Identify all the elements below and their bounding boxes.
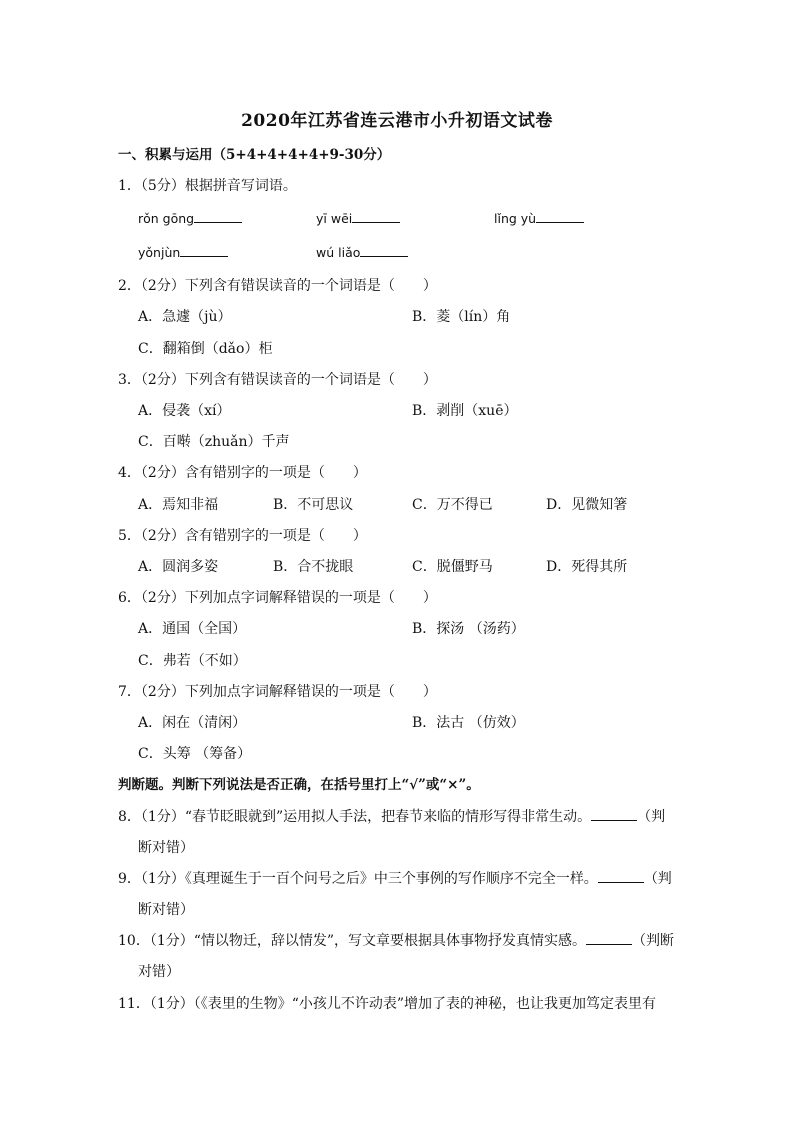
option-a[interactable]: A．急遽（jù） <box>138 309 232 325</box>
question-9-continuation: 断对错） <box>138 902 194 918</box>
question-9-stem: 9．（1分）《真理诞生于一百个问号之后》中三个事例的写作顺序不完全一样。 （判 <box>118 871 672 887</box>
option-a[interactable]: A．闲在（清闲） <box>138 715 247 731</box>
option-c[interactable]: C．脱僵野马 <box>412 559 493 575</box>
option-b[interactable]: B．菱（lín）角 <box>412 309 511 325</box>
answer-blank[interactable] <box>586 932 632 945</box>
question-10-continuation: 对错） <box>138 964 180 980</box>
pinyin-item-3: lǐng yù <box>494 209 584 229</box>
option-b[interactable]: B．法古 （仿效） <box>412 715 525 731</box>
question-10-stem: 10．（1分）“情以物迁，辞以情发”，写文章要根据具体事物抒发真情实感。 （判断 <box>118 933 675 949</box>
answer-blank[interactable] <box>598 870 644 883</box>
option-b[interactable]: B．合不拢眼 <box>273 559 354 575</box>
question-1-stem: 1．（5分）根据拼音写词语。 <box>118 178 297 194</box>
section-heading-1: 一、积累与运用（5+4+4+4+4+9-30分） <box>118 147 391 163</box>
option-b[interactable]: B．不可思议 <box>273 497 354 513</box>
option-c[interactable]: C．百啭（zhuǎn）千声 <box>138 434 290 450</box>
pinyin-item-5: wú liǎo <box>316 243 408 263</box>
pinyin-item-1: rǒn gōng <box>138 209 242 229</box>
option-a[interactable]: A．焉知非福 <box>138 497 219 513</box>
answer-blank[interactable] <box>352 210 400 223</box>
question-11-stem: 11．（1分）（《表里的生物》“小孩儿不许动表”增加了表的神秘，也让我更加笃定表里有 <box>118 996 657 1012</box>
answer-blank[interactable] <box>536 210 584 223</box>
option-c[interactable]: C．头筹 （筹备） <box>138 746 252 762</box>
option-c[interactable]: C．弗若（不如） <box>138 653 247 669</box>
option-a[interactable]: A．侵袭（xí） <box>138 403 231 419</box>
option-b[interactable]: B．探汤 （汤药） <box>412 621 525 637</box>
question-8-stem: 8．（1分）“春节眨眼就到”运用拟人手法，把春节来临的情形写得非常生动。 （判 <box>118 809 666 825</box>
option-a[interactable]: A．圆润多姿 <box>138 559 219 575</box>
question-2-stem: 2．（2分）下列含有错误读音的一个词语是（ ） <box>118 278 437 294</box>
option-c[interactable]: C．万不得已 <box>412 497 493 513</box>
page-title: 2020年江苏省连云港市小升初语文试卷 <box>241 111 553 131</box>
question-5-stem: 5．（2分）含有错别字的一项是（ ） <box>118 528 367 544</box>
question-8-continuation: 断对错） <box>138 840 194 856</box>
answer-blank[interactable] <box>360 244 408 257</box>
question-7-stem: 7．（2分）下列加点字词解释错误的一项是（ ） <box>118 684 437 700</box>
question-4-stem: 4．（2分）含有错别字的一项是（ ） <box>118 465 367 481</box>
answer-blank[interactable] <box>180 244 228 257</box>
question-3-stem: 3．（2分）下列含有错误读音的一个词语是（ ） <box>118 372 437 388</box>
pinyin-item-2: yī wēi <box>316 209 400 229</box>
option-d[interactable]: D．死得其所 <box>546 559 628 575</box>
option-d[interactable]: D．见微知箸 <box>546 497 628 513</box>
option-c[interactable]: C．翻箱倒（dǎo）柜 <box>138 341 273 357</box>
option-a[interactable]: A．通国（全国） <box>138 621 247 637</box>
answer-blank[interactable] <box>194 210 242 223</box>
question-6-stem: 6．（2分）下列加点字词解释错误的一项是（ ） <box>118 590 437 606</box>
option-b[interactable]: B．剥削（xuē） <box>412 403 518 419</box>
answer-blank[interactable] <box>591 808 637 821</box>
section-heading-2: 判断题。判断下列说法是否正确，在括号里打上“√”或“×”。 <box>118 777 480 793</box>
pinyin-item-4: yǒnjùn <box>138 243 228 263</box>
